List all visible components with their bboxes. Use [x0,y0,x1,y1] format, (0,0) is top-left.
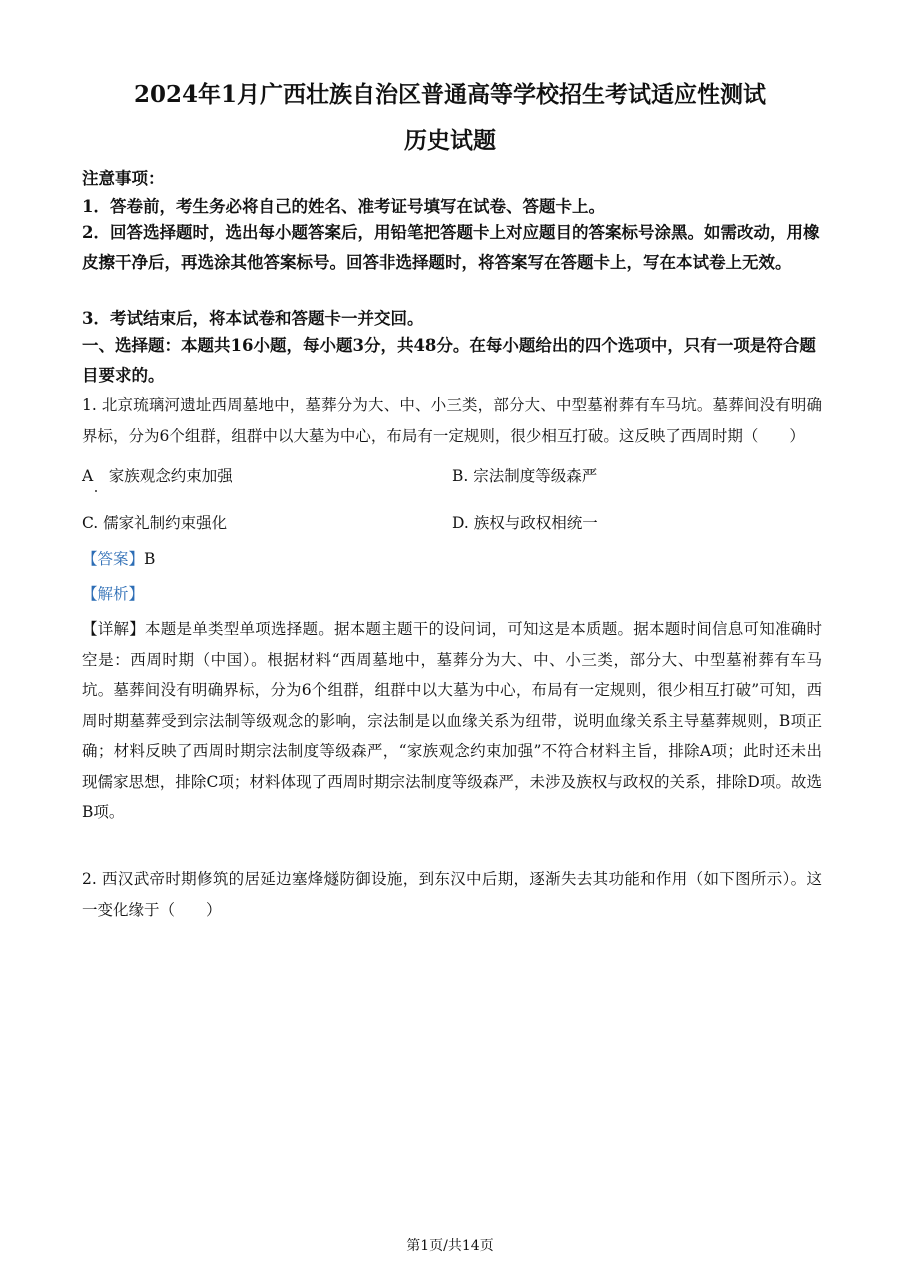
analysis-line [82,583,144,605]
notice-heading: 注意事项： [82,169,165,188]
question-1-option-a: A 家族观念约束加强 [82,467,233,485]
page-subtitle: 历史试题 [404,127,496,154]
section-heading: 一、选择题：本题共16小题，每小题3分，共48分。在每小题给出的四个选项中，只有一项是符合题目要求的。 [82,336,816,385]
page-title: 2024年1月广西壮族自治区普通高等学校招生考试适应性测试 [133,81,767,108]
answer-line [82,548,155,570]
page-number: 第1页/共14页 [406,1238,494,1254]
detail-text: 本题是单类型单项选择题。据本题主题干的设问词，可知这是本质题。据本题时间信息可知准确时空是：西周时期（中国）。根据材料“西周墓地中，墓葬分为大、中、小三类，部分大、中型墓祔葬有车马坑。墓葬间没有明确界标，分为6个组群，组群中以大墓为中心，布局有一定规则，很少相互打破”可知，西周时期墓葬受到宗法制等级观念的影响，宗法制是以血缘关系为纽带，说明血缘关系主导墓葬规则，B项正确；材料反映了西周时期宗法制度等级森严，“家族观念约束加强”不符合材料主旨，排除A项；此时还未出现儒家思想，排除C项；材料体现了西周时期宗法制度等级森严，未涉及族权与政权的关系，排除D项。故选B项。 [82,620,822,821]
question-1-option-d: D. 族权与政权相统一 [452,514,598,532]
notice-item-2: 2．回答选择题时，选出每小题答案后，用铅笔把答题卡上对应题目的答案标号涂黑。如需改动，用橡皮擦干净后，再选涂其他答案标号。回答非选择题时，将答案写在答题卡上，写在本试卷上无效。 [82,223,820,272]
detail-tag: 【详解】 [82,620,145,638]
notice-item-3: 3．考试结束后，将本试卷和答题卡一并交回。 [82,309,424,328]
decorative-dot [95,490,97,492]
question-1-stem: 1. 北京琉璃河遗址西周墓地中，墓葬分为大、中、小三类，部分大、中型墓祔葬有车马坑。墓葬间没有明确界标，分为6个组群，组群中以大墓为中心，布局有一定规则，很少相互打破。这反映了西周时期（ ） [82,396,822,445]
question-2-stem: 2. 西汉武帝时期修筑的居延边塞烽燧防御设施，到东汉中后期，逐渐失去其功能和作用（如下图所示）。这一变化缘于（ ） [82,870,822,919]
answer-value: B [144,550,156,568]
notice-item-1: 1．答卷前，考生务必将自己的姓名、准考证号填写在试卷、答题卡上。 [82,197,605,216]
question-1-option-b: B. 宗法制度等级森严 [452,467,598,485]
answer-tag: 【答案】 [82,550,145,568]
question-1-option-c: C. 儒家礼制约束强化 [82,514,228,532]
analysis-tag: 【解析】 [82,585,145,603]
detail-paragraph [82,614,822,828]
